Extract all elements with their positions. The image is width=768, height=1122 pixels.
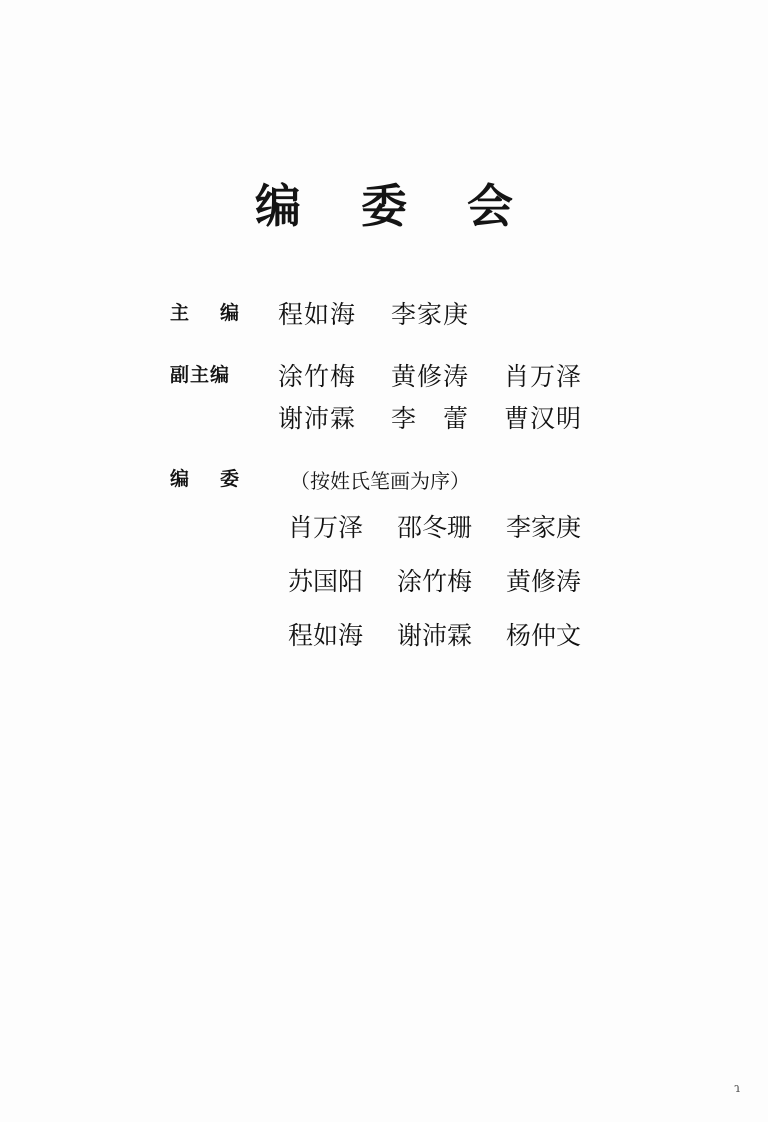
editorial-board-name: 谢沛霖 [396,621,472,650]
deputy-editor-name: 李 蕾 [390,404,469,433]
chief-editor-label: 主 编 [170,302,246,324]
chief-editor-names [278,295,469,331]
editorial-board-name: 肖万泽 [288,513,364,542]
editorial-board-names [288,508,690,652]
editorial-board-names-line3 [288,616,690,652]
editorial-board-note: （按姓氏笔画为序） [290,469,470,493]
deputy-editor-names-line2 [278,399,582,435]
deputy-editor-names-line1 [278,357,582,393]
deputy-editor-name: 曹汉明 [503,404,582,433]
chief-editor-name: 程如海 [278,300,357,329]
chief-editor-row [170,295,690,331]
deputy-editor-name: 谢沛霖 [278,404,357,433]
page-corner-mark: ɿ [734,1081,740,1096]
editorial-board-content [170,295,690,670]
deputy-editor-row [170,357,690,393]
editorial-board-label: 编 委 [170,468,246,490]
editorial-board-name: 黄修涛 [505,567,581,596]
editorial-board-name: 苏国阳 [288,567,364,596]
editorial-board-name: 李家庚 [505,513,581,542]
page-title: 编 委 会 [254,179,536,233]
editorial-board-names-line2 [288,562,690,598]
deputy-editor-name: 涂竹梅 [278,362,357,391]
editorial-board-row [170,461,690,494]
editorial-board-name: 程如海 [288,621,364,650]
editorial-board-name: 涂竹梅 [396,567,472,596]
chief-editor-name: 李家庚 [390,300,469,329]
editorial-board-names-line1 [288,508,690,544]
deputy-editor-row-2 [170,399,690,435]
deputy-editor-label: 副主编 [170,364,231,386]
deputy-editor-name: 黄修涛 [390,362,469,391]
deputy-editor-name: 肖万泽 [503,362,582,391]
deputy-editor-label-spacer [170,399,278,402]
editorial-board-name: 杨仲文 [505,621,581,650]
editorial-board-name: 邵冬珊 [396,513,472,542]
